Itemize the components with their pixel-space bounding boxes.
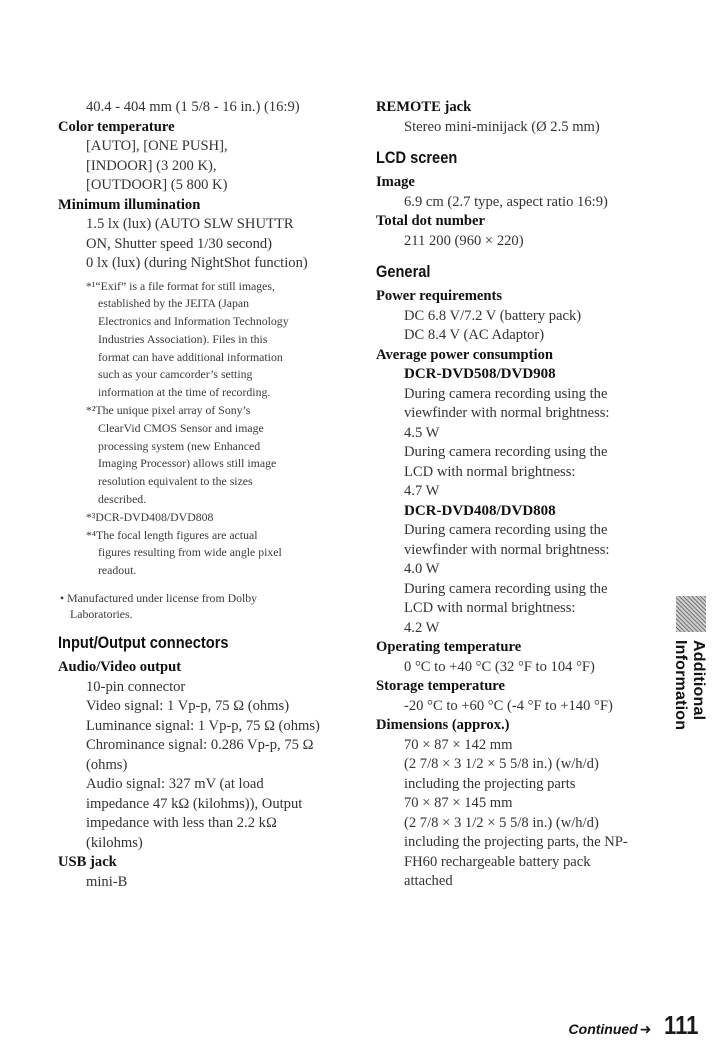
- spec-line: viewfinder with normal brightness:: [404, 541, 610, 558]
- spec-line: 4.5 W: [404, 424, 440, 441]
- spec-line: Chrominance signal: 0.286 Vp-p, 75 Ω: [86, 737, 314, 754]
- footnote-line: Imaging Processor) allows still image: [98, 456, 277, 471]
- spec-line: [OUTDOOR] (5 800 K): [86, 177, 228, 193]
- io-connectors-heading: Input/Output connectors: [58, 633, 229, 653]
- spec-line: [INDOOR] (3 200 K),: [86, 157, 217, 174]
- image-label: Image: [376, 174, 415, 190]
- spec-line: (2 7/8 × 3 1/2 × 5 5/8 in.) (w/h/d): [404, 814, 599, 831]
- footnote-line: information at the time of recording.: [98, 385, 271, 400]
- model-label: DCR-DVD508/DVD908: [404, 366, 556, 382]
- spec-line: 4.0 W: [404, 561, 440, 577]
- footnote-line: figures resulting from wide angle pixel: [98, 545, 282, 560]
- spec-line: 10-pin connector: [86, 678, 186, 695]
- spec-line: DC 8.4 V (AC Adaptor): [404, 327, 545, 343]
- spec-line: Luminance signal: 1 Vp-p, 75 Ω (ohms): [86, 717, 320, 734]
- spec-line: impedance with less than 2.2 kΩ: [86, 815, 277, 832]
- footnote-line: *³DCR-DVD408/DVD808: [86, 509, 214, 524]
- page-number: 111: [664, 1010, 699, 1040]
- spec-line: [AUTO], [ONE PUSH],: [86, 138, 228, 154]
- spec-line: LCD with normal brightness:: [404, 463, 576, 480]
- footnote-1: [58, 278, 358, 403]
- footnote-line: *¹“Exif” is a file format for still images,: [86, 278, 275, 293]
- spec-line: 211 200 (960 × 220): [404, 232, 524, 249]
- spec-line: 70 × 87 × 145 mm: [404, 795, 513, 811]
- right-column: [376, 98, 676, 892]
- spec-line: -20 °C to +60 °C (-4 °F to +140 °F): [404, 697, 613, 714]
- footnote-line: *²The unique pixel array of Sony’s: [86, 403, 251, 418]
- spec-line: Stereo mini-minijack (Ø 2.5 mm): [404, 118, 600, 135]
- spec-line: ON, Shutter speed 1/30 second): [86, 235, 273, 252]
- model-label: DCR-DVD408/DVD808: [404, 502, 556, 519]
- left-column: [58, 98, 358, 892]
- section-side-label: Additional Information: [672, 640, 707, 731]
- spec-line: Audio signal: 327 mV (at load: [86, 776, 264, 793]
- continued-label: Continued: [568, 1021, 638, 1037]
- spec-line: 4.7 W: [404, 483, 440, 499]
- focal-length-text: 40.4 - 404 mm (1 5/8 - 16 in.) (16:9): [86, 99, 300, 115]
- footnote-line: format can have additional information: [98, 349, 283, 364]
- general-heading: General: [376, 262, 431, 281]
- minimum-illumination-label: Minimum illumination: [58, 196, 201, 213]
- arrow-right-icon: ➜: [639, 1022, 652, 1038]
- dolby-note: • Manufactured under license from Dolby: [60, 591, 258, 606]
- spec-line: DC 6.8 V/7.2 V (battery pack): [404, 307, 582, 324]
- spec-line: including the projecting parts, the NP-: [404, 834, 628, 850]
- spec-line: During camera recording using the: [404, 444, 608, 460]
- footnote-line: established by the JEITA (Japan: [98, 296, 250, 311]
- usb-jack-label: USB jack: [58, 854, 117, 871]
- page-footer: [569, 1010, 702, 1041]
- color-temperature-label: Color temperature: [58, 118, 175, 135]
- footnote-line: *⁴The focal length figures are actual: [86, 527, 258, 542]
- footnote-line: Industries Association). Files in this: [98, 331, 268, 346]
- spec-line: (ohms): [86, 756, 128, 773]
- spec-line: attached: [404, 873, 453, 889]
- spec-line: During camera recording using the: [404, 385, 608, 402]
- operating-temperature-label: Operating temperature: [376, 639, 522, 655]
- total-dot-number-label: Total dot number: [376, 213, 485, 229]
- spec-line: (2 7/8 × 3 1/2 × 5 5/8 in.) (w/h/d): [404, 756, 599, 772]
- footnote-line: resolution equivalent to the sizes: [98, 474, 253, 489]
- spec-line: mini-B: [86, 873, 128, 890]
- lcd-screen-heading: LCD screen: [376, 148, 458, 167]
- av-output-label: Audio/Video output: [58, 659, 182, 676]
- spec-line: 1.5 lx (lux) (AUTO SLW SHUTTR: [86, 216, 294, 232]
- footnote-3: [58, 509, 358, 527]
- dolby-note-line: Laboratories.: [70, 607, 133, 622]
- section-tab-marker: [676, 596, 706, 632]
- dimensions-label: Dimensions (approx.): [376, 717, 510, 733]
- spec-line: LCD with normal brightness:: [404, 600, 576, 616]
- remote-jack-label: REMOTE jack: [376, 99, 472, 115]
- spec-line: Video signal: 1 Vp-p, 75 Ω (ohms): [86, 698, 290, 715]
- footnote-line: Electronics and Information Technology: [98, 314, 289, 329]
- spec-line: including the projecting parts: [404, 775, 576, 792]
- footnote-4: [58, 527, 358, 580]
- spec-line: 70 × 87 × 142 mm: [404, 736, 513, 753]
- spec-line: 0 °C to +40 °C (32 °F to 104 °F): [404, 658, 595, 675]
- footnote-2: [58, 402, 358, 509]
- spec-line: 6.9 cm (2.7 type, aspect ratio 16:9): [404, 193, 608, 210]
- power-requirements-label: Power requirements: [376, 288, 503, 304]
- spec-line: 4.2 W: [404, 619, 440, 636]
- spec-line: During camera recording using the: [404, 580, 608, 597]
- footnote-line: readout.: [98, 563, 137, 578]
- footnote-line: such as your camcorder’s setting: [98, 367, 253, 382]
- storage-temperature-label: Storage temperature: [376, 678, 505, 694]
- spec-line: 0 lx (lux) (during NightShot function): [86, 255, 308, 271]
- spec-line: impedance 47 kΩ (kilohms)), Output: [86, 795, 303, 812]
- spec-line: FH60 rechargeable battery pack: [404, 853, 591, 870]
- spec-line: During camera recording using the: [404, 522, 608, 538]
- spec-line: (kilohms): [86, 834, 143, 851]
- footnote-line: described.: [98, 492, 147, 507]
- average-power-label: Average power consumption: [376, 346, 554, 363]
- spec-line: viewfinder with normal brightness:: [404, 405, 610, 421]
- footnote-line: processing system (new Enhanced: [98, 438, 261, 453]
- footnote-line: ClearVid CMOS Sensor and image: [98, 420, 264, 435]
